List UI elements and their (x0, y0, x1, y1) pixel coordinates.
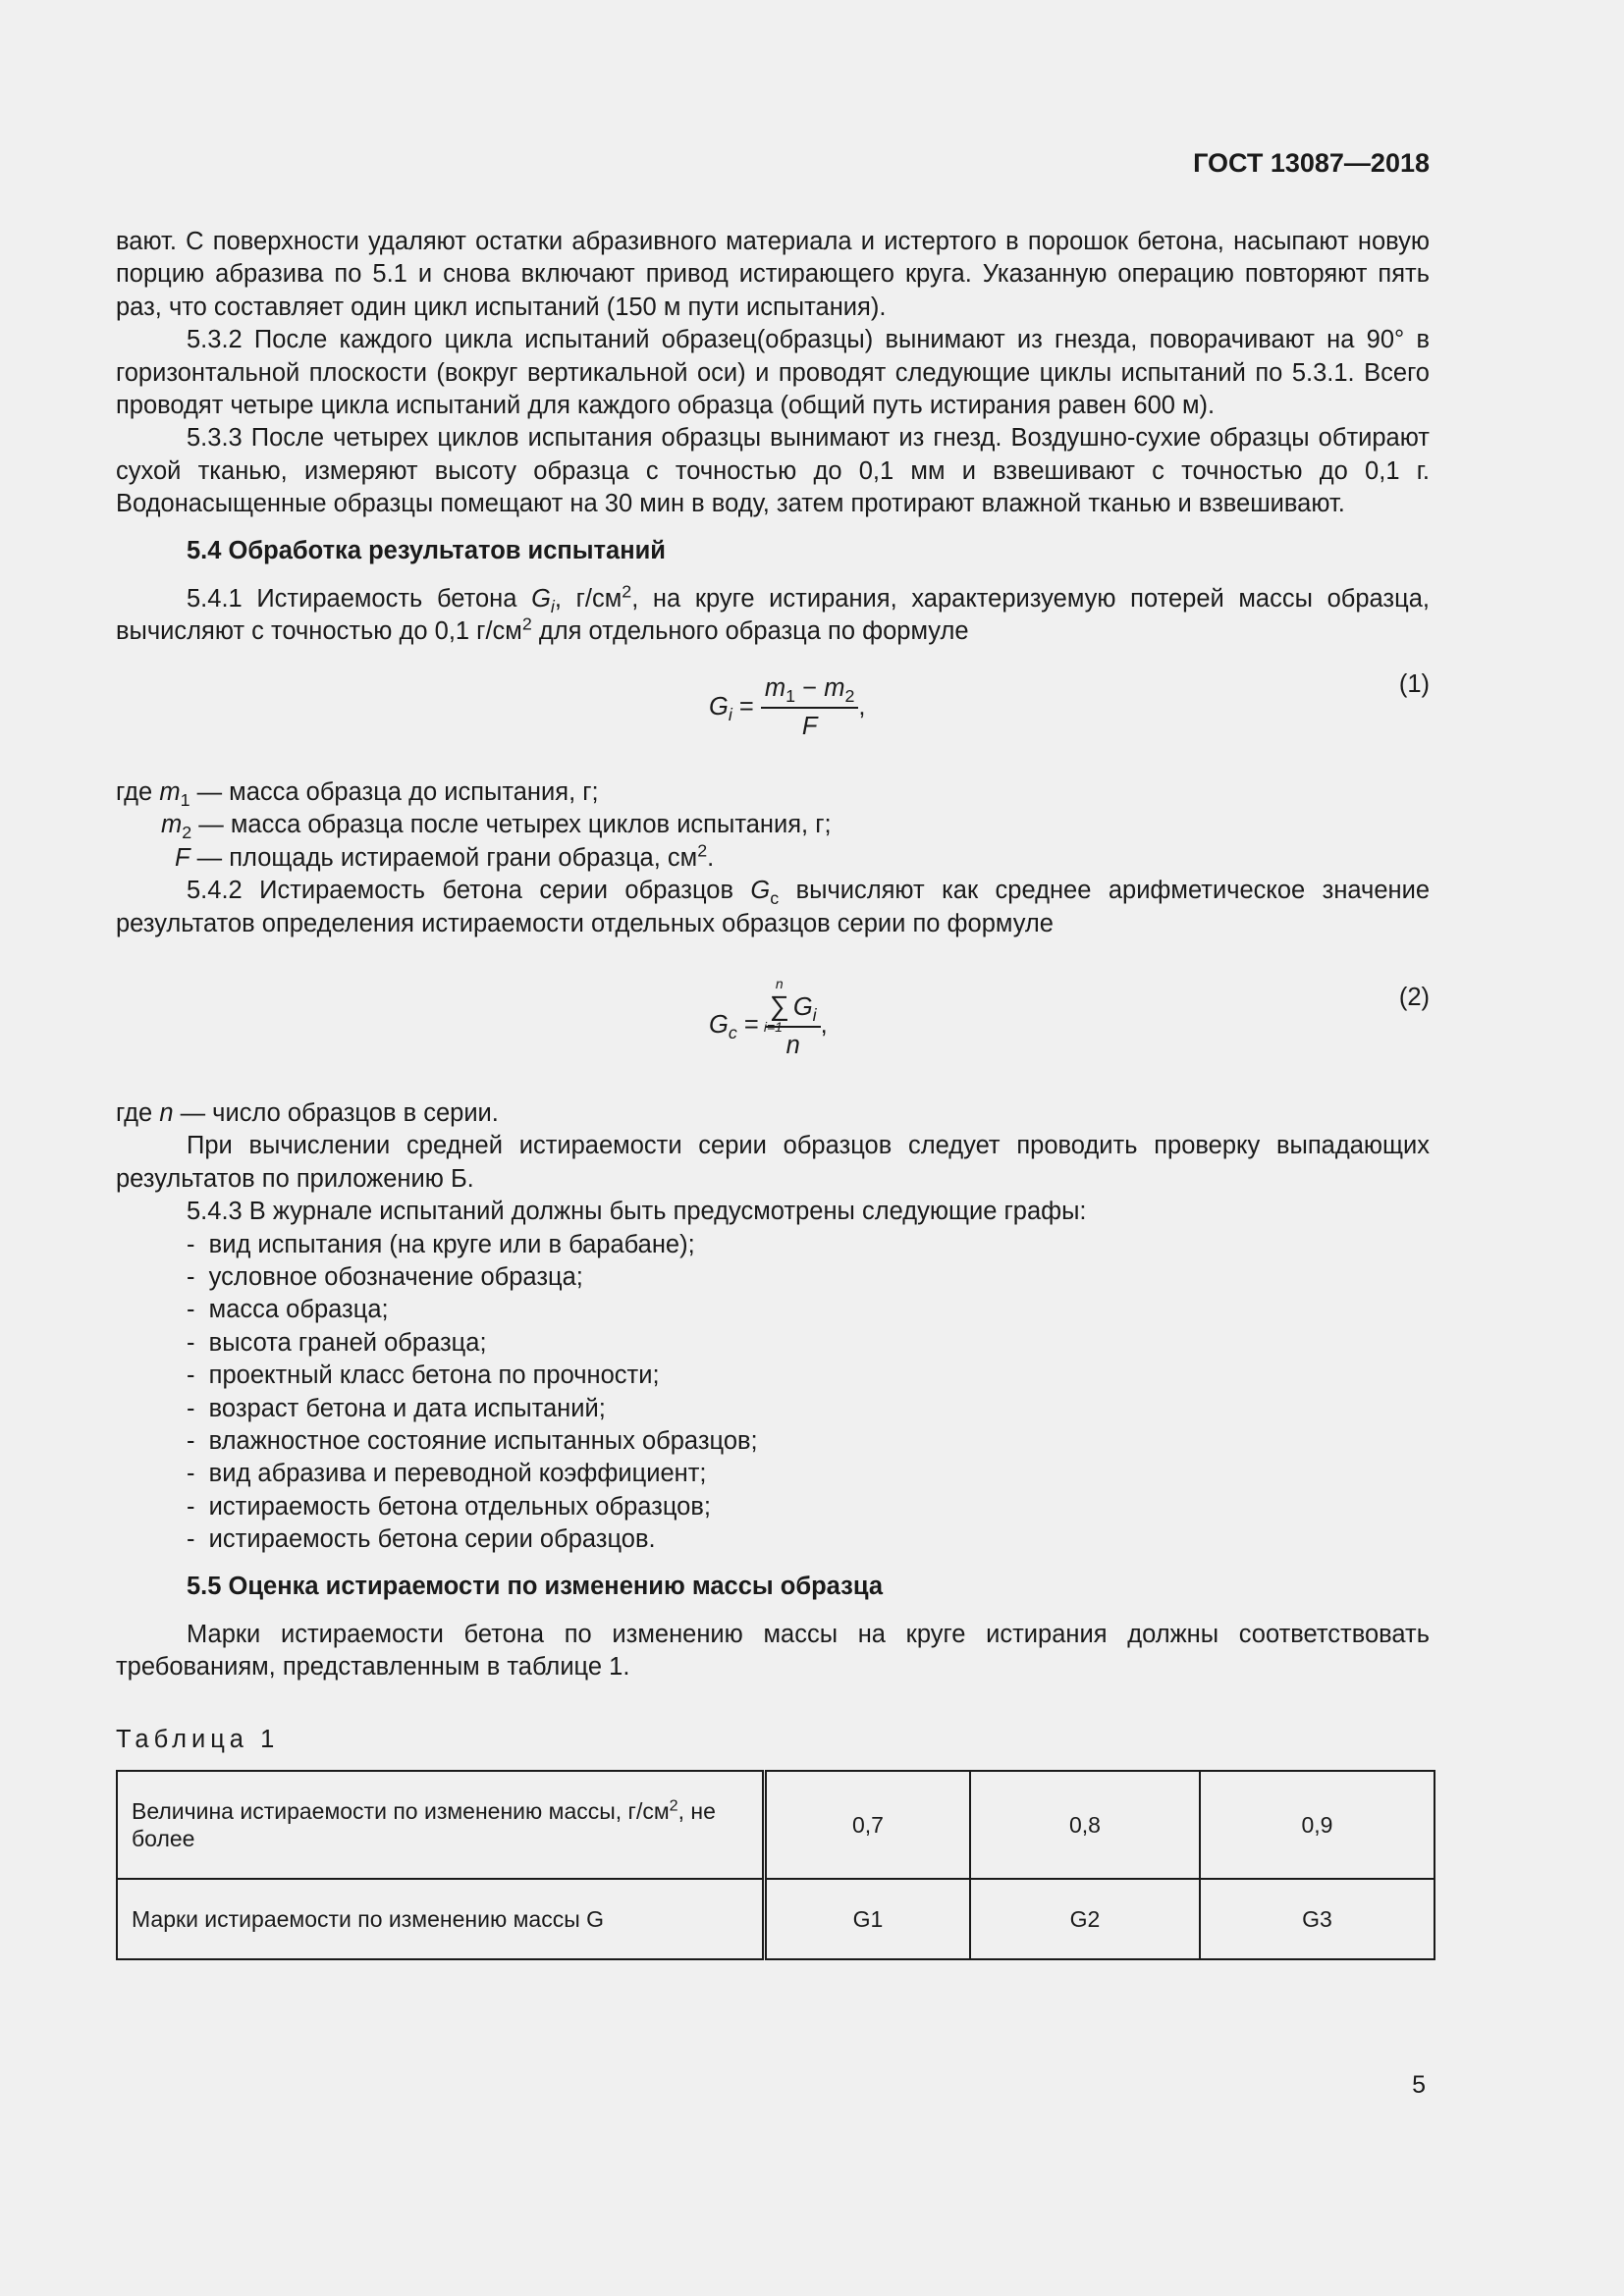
text-run: где (116, 777, 160, 806)
formula-2-number: (2) (1398, 983, 1430, 1011)
list-item: - вид испытания (на круге или в барабане); (187, 1229, 1430, 1261)
legend-line (116, 776, 1430, 809)
formula-2-legend (116, 1097, 1430, 1130)
variable: F (175, 843, 190, 872)
formula-1-expression (709, 672, 865, 744)
table-caption: Таблица 1 (116, 1725, 280, 1753)
list-item: - истираемость бетона отдельных образцов; (187, 1491, 1430, 1523)
fraction (763, 975, 821, 1063)
superscript: 2 (521, 614, 532, 634)
paragraph-5-4-1 (116, 583, 1430, 649)
list-item: - высота граней образца; (187, 1327, 1430, 1360)
variable: n (159, 1098, 174, 1127)
document-header-id: ГОСТ 13087—2018 (1193, 148, 1430, 178)
paragraph-5-3-3: 5.3.3 После четырех циклов испытания образцы вынимают из гнезд. Воздушно-сухие образцы обтирают сухой тканью, измеряют высоту образца с точностью до 0,1 мм и взвешивают с точностью до 0,1 г. Водонасыщенные образцы помещают на 30 мин в воду, затем протирают влажной тканью и взвешивают. (116, 424, 1430, 518)
text-run: , на круге истирания, характеризуемую потерей массы образца, вычисляют с точностью до 0,1 г/см (116, 585, 1430, 646)
abrasion-grades-table (116, 1770, 1435, 1960)
paragraph-5-3-2: 5.3.2 После каждого цикла испытаний образец(образцы) вынимают из гнезда, поворачивают на 90° в горизонтальной плоскости (вокруг вертикальной оси) и проводят следующие циклы испытаний по 5.3.1. Всего проводят четыре цикла испытаний для каждого образца (общий путь истирания равен 600 м). (116, 326, 1430, 420)
page-number: 5 (1412, 2071, 1426, 2099)
minus-sign: − (802, 673, 818, 702)
fraction-numerator (761, 672, 858, 709)
fraction (761, 672, 858, 744)
text-run: где (116, 1098, 160, 1127)
text-run: 5.4.2 Истираемость бетона серии образцов (187, 877, 751, 905)
var-m: m (764, 673, 786, 702)
fraction-denominator: F (801, 713, 818, 741)
fraction-denominator: n (785, 1032, 800, 1060)
journal-columns-list (116, 1229, 1430, 1557)
subscript: 1 (180, 789, 190, 810)
formula-lhs-sub: c (728, 1023, 737, 1043)
table-row-label (117, 1771, 765, 1879)
equals-sign: = (743, 1011, 759, 1040)
table-cell: G1 (765, 1879, 971, 1959)
variable: m (161, 811, 183, 839)
text-run: . (707, 843, 715, 872)
text-run: — масса образца до испытания, г; (189, 777, 599, 806)
paragraph-5-4-3: 5.4.3 В журнале испытаний должны быть предусмотрены следующие графы: (187, 1198, 1087, 1226)
formula-lhs: G (709, 1011, 729, 1040)
formula-lhs: G (709, 693, 729, 721)
sum-upper-limit: n (775, 975, 784, 991)
formula-comma: , (820, 1011, 828, 1040)
text-run: , г/см (554, 585, 623, 614)
list-item: - вид абразива и переводной коэффициент; (187, 1458, 1430, 1490)
variable: G (531, 585, 551, 614)
subscript: 2 (182, 823, 192, 843)
formula-1-legend (116, 776, 1430, 875)
fraction-numerator (763, 975, 821, 1035)
variable: G (750, 877, 771, 905)
variable: m (159, 777, 181, 806)
document-body (116, 226, 1430, 1960)
var-sub: 1 (785, 685, 796, 706)
superscript: 2 (669, 1796, 678, 1815)
text-run: для отдельного образца по формуле (531, 617, 969, 646)
paragraph-5-5: Марки истираемости бетона по изменению массы на круге истирания должны соответствовать требованиям, представленным в таблице 1. (116, 1621, 1430, 1682)
superscript: 2 (697, 840, 708, 861)
list-item: - масса образца; (187, 1294, 1430, 1326)
table-row (117, 1879, 1435, 1959)
paragraph-5-4-2 (116, 875, 1430, 940)
text-run: — масса образца после четырех циклов испытания, г; (191, 811, 832, 839)
paragraph-outlier-check: При вычислении средней истираемости серии образцов следует проводить проверку выпадающих результатов по приложению Б. (116, 1132, 1430, 1193)
sum-lower-limit: i=1 (763, 1018, 783, 1035)
legend-line (116, 809, 1430, 841)
formula-1-number: (1) (1398, 669, 1430, 698)
formula-2-expression (709, 975, 828, 1063)
subscript: c (770, 888, 780, 909)
text-run: — площадь истираемой грани образца, см (189, 843, 698, 872)
list-item: - проектный класс бетона по прочности; (187, 1360, 1430, 1392)
table-cell: 0,8 (970, 1771, 1200, 1879)
formula-2 (116, 940, 1430, 1097)
list-item: - возраст бетона и дата испытаний; (187, 1393, 1430, 1425)
formula-comma: , (858, 693, 866, 721)
var-g: G (792, 992, 813, 1021)
var-sub: i (812, 1005, 817, 1025)
paragraph-continued: вают. С поверхности удаляют остатки абразивного материала и истертого в порошок бетона, насыпают новую порцию абразива по 5.1 и снова включают привод истирающего круга. Указанную операцию повторяют пять раз, что составляет один цикл испытаний (150 м пути испытания). (116, 228, 1430, 321)
text-run: вычисляют как среднее арифметическое значение результатов определения истираемости отдельных образцов серии по формуле (116, 877, 1431, 937)
summation (763, 975, 789, 1035)
var-sub: 2 (844, 685, 855, 706)
sigma-symbol: ∑ (769, 989, 789, 1021)
text-run: , не более (132, 1798, 716, 1852)
table-cell: 0,9 (1200, 1771, 1435, 1879)
equals-sign: = (738, 693, 754, 721)
legend-line (116, 842, 1430, 875)
formula-1 (116, 649, 1430, 776)
table-cell: 0,7 (765, 1771, 971, 1879)
var-m: m (824, 673, 845, 702)
formula-lhs-sub: i (728, 705, 732, 725)
section-heading-5-4: 5.4 Обработка результатов испытаний (187, 536, 666, 564)
table-row-label: Марки истираемости по изменению массы G (117, 1879, 765, 1959)
table-cell: G2 (970, 1879, 1200, 1959)
text-run: 5.4.1 Истираемость бетона (187, 585, 532, 614)
subscript: i (550, 597, 555, 617)
superscript: 2 (622, 581, 632, 602)
list-item: - истираемость бетона серии образцов. (187, 1523, 1430, 1556)
table-cell: G3 (1200, 1879, 1435, 1959)
text-run: — число образцов в серии. (173, 1098, 499, 1127)
table-row (117, 1771, 1435, 1879)
list-item: - условное обозначение образца; (187, 1261, 1430, 1294)
section-heading-5-5: 5.5 Оценка истираемости по изменению массы образца (187, 1572, 884, 1600)
text-run: Величина истираемости по изменению массы, г/см (132, 1798, 670, 1825)
list-item: - влажностное состояние испытанных образцов; (187, 1425, 1430, 1458)
